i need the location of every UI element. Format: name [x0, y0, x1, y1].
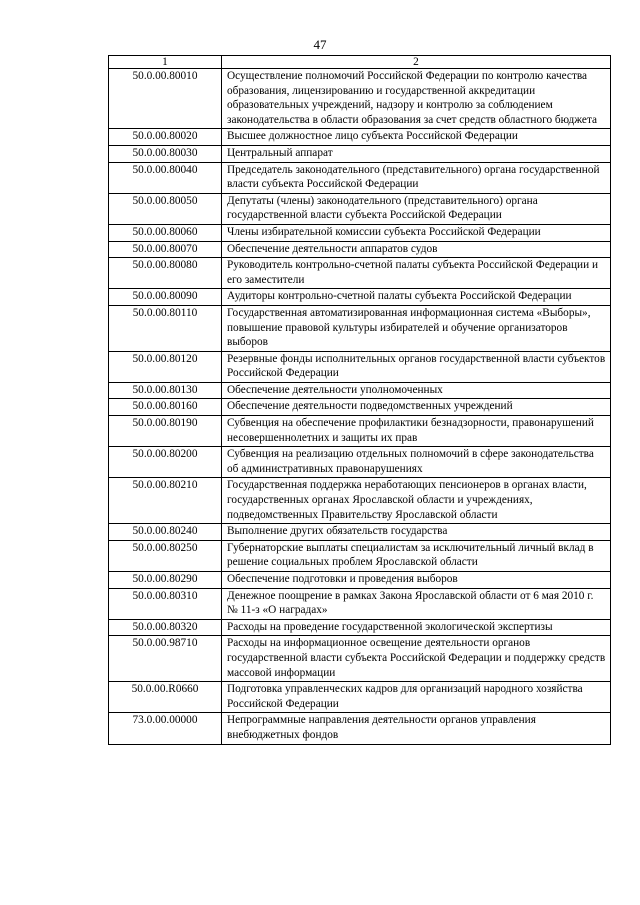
row-code: 50.0.00.80050 [109, 193, 222, 224]
row-name: Расходы на информационное освещение деятельности органов государственной власти субъекта Российской Федерации и поддержку средств массовой информации [222, 636, 611, 682]
table-row [109, 713, 611, 744]
row-code: 50.0.00.80090 [109, 289, 222, 306]
row-code: 50.0.00.98710 [109, 636, 222, 682]
row-code: 50.0.00.80060 [109, 224, 222, 241]
table-row [109, 69, 611, 129]
row-name: Председатель законодательного (представительного) органа государственной власти субъекта Российской Федерации [222, 162, 611, 193]
header-column-2: 2 [222, 56, 611, 69]
row-code: 73.0.00.00000 [109, 713, 222, 744]
row-code: 50.0.00.80040 [109, 162, 222, 193]
table-row [109, 289, 611, 306]
row-name: Подготовка управленческих кадров для организаций народного хозяйства Российской Федерации [222, 682, 611, 713]
table-row [109, 478, 611, 524]
table-row [109, 588, 611, 619]
row-code: 50.0.00.80080 [109, 258, 222, 289]
row-name: Субвенция на обеспечение профилактики безнадзорности, правонарушений несовершеннолетних и защиты их прав [222, 416, 611, 447]
budget-codes-table [108, 55, 611, 745]
row-code: 50.0.00.80120 [109, 351, 222, 382]
row-code: 50.0.00.80290 [109, 572, 222, 589]
table-row [109, 162, 611, 193]
table-row [109, 540, 611, 571]
table-row [109, 399, 611, 416]
table-row [109, 382, 611, 399]
row-name: Обеспечение деятельности уполномоченных [222, 382, 611, 399]
row-code: 50.0.00.80190 [109, 416, 222, 447]
row-code: 50.0.00.80240 [109, 524, 222, 541]
header-column-1: 1 [109, 56, 222, 69]
row-code: 50.0.00.80250 [109, 540, 222, 571]
row-code: 50.0.00.80070 [109, 241, 222, 258]
row-code: 50.0.00.80010 [109, 69, 222, 129]
row-code: 50.0.00.80210 [109, 478, 222, 524]
table-row [109, 145, 611, 162]
table-row [109, 619, 611, 636]
row-name: Субвенция на реализацию отдельных полномочий в сфере законодательства об административных правонарушениях [222, 447, 611, 478]
row-name: Центральный аппарат [222, 145, 611, 162]
row-code: 50.0.00.R0660 [109, 682, 222, 713]
row-name: Аудиторы контрольно-счетной палаты субъекта Российской Федерации [222, 289, 611, 306]
row-name: Государственная автоматизированная информационная система «Выборы», повышение правовой культуры избирателей и обучение организаторов выборов [222, 305, 611, 351]
row-name: Высшее должностное лицо субъекта Российской Федерации [222, 129, 611, 146]
row-name: Губернаторские выплаты специалистам за исключительный личный вклад в решение социальных проблем Ярославской области [222, 540, 611, 571]
row-name: Непрограммные направления деятельности органов управления внебюджетных фондов [222, 713, 611, 744]
table-row [109, 636, 611, 682]
row-name: Выполнение других обязательств государства [222, 524, 611, 541]
table-row [109, 416, 611, 447]
table-row [109, 572, 611, 589]
row-name: Обеспечение деятельности аппаратов судов [222, 241, 611, 258]
row-name: Денежное поощрение в рамках Закона Ярославской области от 6 мая 2010 г. № 11-з «О наградах» [222, 588, 611, 619]
row-code: 50.0.00.80020 [109, 129, 222, 146]
row-name: Депутаты (члены) законодательного (представительного) органа государственной власти субъекта Российской Федерации [222, 193, 611, 224]
row-name: Расходы на проведение государственной экологической экспертизы [222, 619, 611, 636]
page-number: 47 [313, 37, 327, 52]
table-row [109, 524, 611, 541]
table-row [109, 193, 611, 224]
row-code: 50.0.00.80320 [109, 619, 222, 636]
row-name: Обеспечение деятельности подведомственных учреждений [222, 399, 611, 416]
row-code: 50.0.00.80130 [109, 382, 222, 399]
row-name: Осуществление полномочий Российской Федерации по контролю качества образования, лицензированию и государственной аккредитации образовательных учреждений, надзору и контролю за соблюдением законодательства в области образования за счет средств областного бюджета [222, 69, 611, 129]
row-name: Резервные фонды исполнительных органов государственной власти субъектов Российской Федерации [222, 351, 611, 382]
table-row [109, 129, 611, 146]
table-row [109, 447, 611, 478]
row-name: Обеспечение подготовки и проведения выборов [222, 572, 611, 589]
row-code: 50.0.00.80030 [109, 145, 222, 162]
row-name: Государственная поддержка неработающих пенсионеров в органах власти, государственных органах Ярославской области и учреждениях, подведомственных Правительству Ярославской области [222, 478, 611, 524]
table-row [109, 258, 611, 289]
row-code: 50.0.00.80160 [109, 399, 222, 416]
table-row [109, 351, 611, 382]
row-name: Руководитель контрольно-счетной палаты субъекта Российской Федерации и его заместители [222, 258, 611, 289]
row-code: 50.0.00.80200 [109, 447, 222, 478]
row-code: 50.0.00.80110 [109, 305, 222, 351]
row-name: Члены избирательной комиссии субъекта Российской Федерации [222, 224, 611, 241]
table-row [109, 682, 611, 713]
table-header-row [109, 56, 611, 69]
table-row [109, 305, 611, 351]
row-code: 50.0.00.80310 [109, 588, 222, 619]
table-row [109, 241, 611, 258]
table-row [109, 224, 611, 241]
